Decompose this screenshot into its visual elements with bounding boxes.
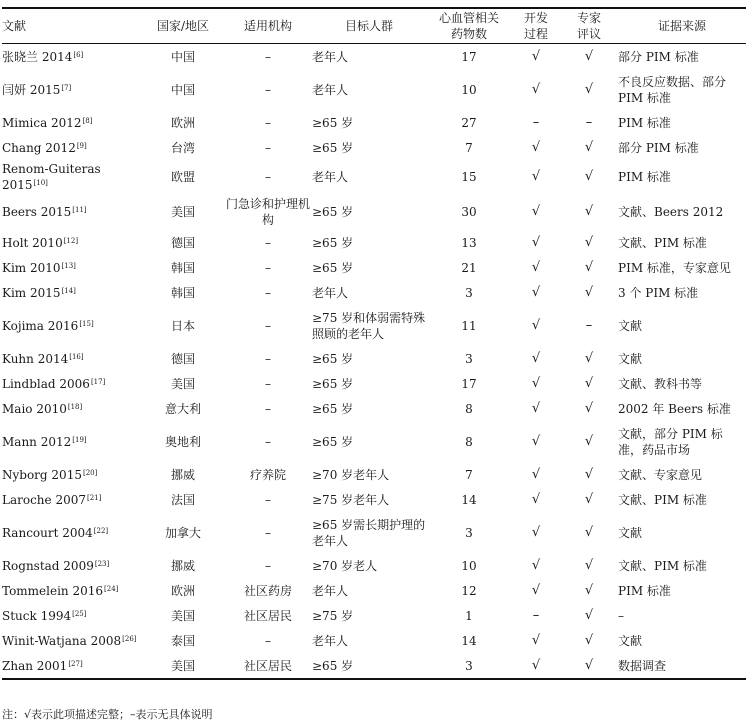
cell-expert: √: [584, 401, 594, 416]
cell-setting: –: [265, 83, 271, 97]
cell-drugs: 14: [461, 634, 477, 648]
table-row: [2, 629, 746, 654]
cell-expert: √: [584, 48, 594, 64]
ref-text: Mimica 2012: [2, 116, 82, 130]
cell-population: ≥65 岁: [312, 658, 354, 673]
citation-number: [8]: [82, 117, 93, 125]
ref-text: Stuck 1994: [2, 609, 72, 623]
cell-ref: [2, 422, 142, 463]
table-row: [2, 488, 746, 513]
cell-ref: [2, 44, 142, 70]
table-row: [2, 70, 746, 111]
cell-expert: √: [584, 351, 594, 366]
cell-ref: [2, 579, 142, 604]
header-population: 目标人群: [344, 19, 393, 33]
cell-setting: –: [265, 352, 271, 366]
citation-number: [16]: [69, 353, 84, 361]
cell-evidence: PIM 标准，专家意见: [618, 261, 731, 275]
table-row: [2, 193, 746, 231]
cell-setting: 社区居民: [243, 609, 292, 623]
citation-number: [24]: [104, 585, 119, 593]
cell-expert: √: [584, 434, 594, 449]
citation-number: [17]: [90, 378, 106, 386]
cell-country: 韩国: [170, 286, 195, 300]
table-header-row: [2, 8, 746, 44]
cell-expert: √: [584, 608, 594, 623]
cell-evidence: 文献、PIM 标准: [618, 559, 707, 573]
cell-dev: √: [531, 235, 541, 250]
cell-expert: √: [584, 558, 594, 573]
cell-country: 意大利: [164, 402, 201, 416]
cell-population: 老年人: [312, 49, 349, 64]
ref-text: Kuhn 2014: [2, 352, 69, 366]
cell-evidence: 文献、教科书等: [618, 377, 703, 391]
cell-population: 老年人: [312, 169, 349, 184]
cell-population: ≥65 岁: [312, 435, 354, 449]
cell-evidence: 数据调查: [618, 658, 667, 673]
citation-number: [14]: [61, 287, 76, 295]
cell-population: ≥65 岁: [312, 261, 354, 275]
citation-number: [27]: [68, 659, 83, 668]
cell-drugs: 17: [461, 377, 477, 391]
cell-drugs: 8: [465, 435, 473, 449]
cell-dev: √: [531, 525, 541, 540]
cell-setting: –: [265, 634, 271, 648]
cell-setting: –: [265, 319, 271, 333]
cell-dev: √: [531, 140, 541, 155]
cell-setting: –: [265, 493, 271, 507]
cell-ref: [2, 629, 142, 654]
cell-dev: √: [531, 48, 541, 64]
cell-evidence: 文献、专家意见: [618, 468, 703, 482]
cell-evidence: 文献，部分 PIM 标准，药品市场: [618, 427, 723, 457]
cell-evidence: –: [618, 609, 624, 623]
cell-population: ≥65 岁需长期护理的老年人: [312, 518, 426, 548]
cell-setting: –: [265, 49, 271, 64]
cell-dev: √: [531, 318, 541, 333]
cell-population: 老年人: [312, 83, 349, 97]
header-drugs: [426, 8, 512, 44]
header-drugs-line1: 心血管相关: [438, 11, 499, 25]
ref-text: Kojima 2016: [2, 319, 79, 333]
cell-dev: √: [531, 467, 541, 482]
cell-setting: –: [265, 169, 271, 184]
table-row: [2, 654, 746, 679]
cell-drugs: 3: [465, 352, 473, 366]
cell-population: 老年人: [312, 584, 349, 598]
cell-population: ≥75 岁: [312, 609, 354, 623]
cell-country: 美国: [170, 658, 195, 673]
cell-expert: √: [584, 492, 594, 507]
cell-drugs: 21: [461, 261, 477, 275]
cell-ref: [2, 488, 142, 513]
cell-evidence: 文献、PIM 标准: [618, 493, 707, 507]
cell-evidence: 文献、Beers 2012: [618, 204, 724, 219]
cell-evidence: 文献: [618, 526, 643, 540]
cell-ref: [2, 231, 142, 256]
cell-population: 老年人: [312, 286, 349, 300]
ref-text: Kim 2015: [2, 286, 61, 300]
cell-ref: [2, 111, 142, 136]
citation-number: [12]: [63, 237, 79, 245]
cell-population: ≥75 岁和体弱需特殊照顾的老年人: [312, 311, 426, 341]
cell-drugs: 12: [461, 584, 477, 598]
ref-text: Kim 2010: [2, 261, 61, 275]
cell-ref: [2, 554, 142, 579]
cell-population: ≥65 岁: [312, 141, 354, 155]
cell-drugs: 7: [465, 141, 473, 155]
cell-setting: –: [265, 377, 271, 391]
header-drugs-line2: 药物数: [450, 27, 487, 41]
cell-evidence: PIM 标准: [618, 584, 671, 598]
cell-evidence: 不良反应数据、部分 PIM 标准: [618, 75, 727, 105]
cell-dev: √: [531, 285, 541, 300]
table-row: [2, 397, 746, 422]
cell-country: 泰国: [170, 634, 195, 648]
cell-evidence: 文献: [618, 319, 643, 333]
citation-number: [23]: [94, 560, 110, 568]
cell-dev: √: [531, 351, 541, 366]
table-row: [2, 554, 746, 579]
cell-evidence: PIM 标准: [618, 116, 671, 130]
citation-number: [21]: [87, 494, 102, 502]
citation-number: [19]: [72, 436, 87, 444]
cell-setting: –: [265, 261, 271, 275]
ref-text: Winit-Watjana 2008: [2, 634, 122, 648]
cell-dev: √: [531, 376, 541, 391]
cell-drugs: 14: [461, 493, 477, 507]
citation-number: [26]: [122, 635, 137, 643]
cell-expert: –: [585, 115, 593, 130]
cell-population: ≥65 岁: [312, 352, 354, 366]
cell-setting: –: [265, 435, 271, 449]
cell-country: 台湾: [170, 141, 195, 155]
table-row: [2, 347, 746, 372]
cell-country: 欧洲: [170, 584, 195, 598]
cell-dev: √: [531, 203, 541, 219]
cell-dev: √: [531, 633, 541, 648]
table-row: [2, 256, 746, 281]
cell-expert: √: [584, 633, 594, 648]
cell-ref: [2, 193, 142, 231]
cell-country: 德国: [170, 236, 195, 250]
table-row: [2, 463, 746, 488]
cell-dev: –: [532, 115, 540, 130]
table-row: [2, 136, 746, 161]
header-dev-line2: 过程: [523, 27, 548, 41]
cell-country: 德国: [170, 352, 195, 366]
cell-ref: [2, 654, 142, 679]
cell-drugs: 10: [461, 559, 477, 573]
cell-population: ≥65 岁: [312, 402, 354, 416]
cell-ref: [2, 604, 142, 629]
cell-expert: √: [584, 657, 594, 673]
cell-country: 中国: [170, 83, 195, 97]
citation-number: [10]: [33, 178, 48, 187]
ref-text: Zhan 2001: [2, 658, 68, 673]
citation-number: [18]: [67, 403, 83, 411]
cell-evidence: PIM 标准: [618, 169, 671, 184]
cell-setting: 疗养院: [249, 468, 286, 482]
cell-country: 欧洲: [170, 116, 195, 130]
citation-number: [20]: [82, 469, 98, 477]
cell-expert: √: [584, 467, 594, 482]
cell-expert: √: [584, 235, 594, 250]
cell-ref: [2, 513, 142, 554]
cell-drugs: 3: [465, 526, 473, 540]
cell-drugs: 3: [465, 286, 473, 300]
cell-setting: –: [265, 402, 271, 416]
cell-country: 美国: [170, 204, 195, 219]
citation-number: [7]: [61, 84, 72, 92]
cell-country: 中国: [170, 49, 195, 64]
cell-population: ≥70 岁老年人: [312, 468, 390, 482]
ref-text: Rancourt 2004: [2, 526, 93, 540]
cell-ref: [2, 463, 142, 488]
cell-country: 欧盟: [170, 169, 195, 184]
cell-expert: √: [584, 583, 594, 598]
cell-population: ≥75 岁老年人: [312, 493, 390, 507]
header-dev: [512, 8, 560, 44]
cell-expert: √: [584, 82, 594, 97]
ref-text: Chang 2012: [2, 141, 76, 155]
cell-expert: √: [584, 203, 594, 219]
cell-expert: –: [585, 318, 593, 333]
table-row: [2, 231, 746, 256]
cell-country: 挪威: [170, 468, 195, 482]
ref-text: Nyborg 2015: [2, 468, 82, 482]
cell-drugs: 27: [461, 116, 477, 130]
ref-text: 张晓兰 2014: [2, 49, 73, 64]
literature-table: [2, 7, 746, 680]
cell-population: ≥65 岁: [312, 116, 354, 130]
table-row: [2, 579, 746, 604]
cell-dev: √: [531, 260, 541, 275]
cell-setting: –: [265, 236, 271, 250]
cell-evidence: 部分 PIM 标准: [618, 141, 699, 155]
cell-drugs: 8: [465, 402, 473, 416]
table-row: [2, 422, 746, 463]
ref-text: Tommelein 2016: [2, 584, 104, 598]
citation-number: [6]: [73, 50, 84, 59]
cell-dev: √: [531, 558, 541, 573]
cell-ref: [2, 161, 142, 193]
cell-country: 挪威: [170, 559, 195, 573]
header-ref: 文献: [2, 19, 27, 33]
header-setting: 适用机构: [243, 19, 292, 33]
cell-ref: [2, 136, 142, 161]
table-row: [2, 372, 746, 397]
cell-expert: √: [584, 260, 594, 275]
cell-setting: –: [265, 116, 271, 130]
ref-text: Maio 2010: [2, 402, 67, 416]
header-country: 国家/地区: [156, 19, 210, 33]
cell-drugs: 7: [465, 468, 473, 482]
cell-drugs: 1: [465, 609, 473, 623]
ref-text: Beers 2015: [2, 204, 72, 219]
cell-ref: [2, 306, 142, 347]
cell-dev: √: [531, 401, 541, 416]
cell-population: ≥65 岁: [312, 204, 354, 219]
table-row: [2, 306, 746, 347]
table-row: [2, 111, 746, 136]
cell-country: 日本: [170, 319, 195, 333]
cell-setting: –: [265, 286, 271, 300]
citation-number: [13]: [61, 262, 76, 270]
cell-population: ≥65 岁: [312, 236, 354, 250]
cell-drugs: 13: [461, 236, 477, 250]
table-row: [2, 44, 746, 70]
header-dev-line1: 开发: [523, 11, 548, 25]
cell-drugs: 11: [461, 319, 477, 333]
cell-drugs: 30: [461, 204, 477, 219]
ref-text: Mann 2012: [2, 435, 72, 449]
table-row: [2, 604, 746, 629]
ref-text: Laroche 2007: [2, 493, 86, 507]
cell-expert: √: [584, 376, 594, 391]
cell-ref: [2, 347, 142, 372]
cell-evidence: 文献: [618, 352, 643, 366]
table-body: [2, 44, 746, 679]
citation-number: [22]: [93, 527, 109, 535]
cell-setting: –: [265, 559, 271, 573]
cell-dev: √: [531, 82, 541, 97]
cell-ref: [2, 281, 142, 306]
ref-text: 闫妍 2015: [2, 83, 61, 97]
header-expert-line2: 评议: [576, 27, 601, 41]
cell-dev: √: [531, 583, 541, 598]
cell-dev: √: [531, 492, 541, 507]
cell-setting: 门急诊和护理机构: [225, 196, 310, 227]
ref-text: Renom-Guiteras 2015: [2, 161, 101, 192]
cell-evidence: 2002 年 Beers 标准: [618, 402, 731, 416]
table-footnote: 注：√表示此项描述完整；–表示无具体说明: [2, 708, 213, 721]
cell-setting: –: [265, 141, 271, 155]
cell-dev: √: [531, 434, 541, 449]
cell-country: 加拿大: [164, 526, 201, 540]
cell-ref: [2, 70, 142, 111]
ref-text: Holt 2010: [2, 236, 63, 250]
cell-evidence: 部分 PIM 标准: [618, 49, 699, 64]
cell-drugs: 17: [461, 49, 477, 64]
cell-country: 奥地利: [164, 435, 201, 449]
cell-dev: –: [532, 608, 540, 623]
header-expert-line1: 专家: [576, 11, 601, 25]
citation-number: [15]: [79, 320, 94, 328]
cell-evidence: 文献、PIM 标准: [618, 236, 707, 250]
ref-text: Rognstad 2009: [2, 559, 94, 573]
cell-country: 美国: [170, 377, 195, 391]
cell-ref: [2, 256, 142, 281]
cell-setting: –: [265, 526, 271, 540]
cell-ref: [2, 397, 142, 422]
citation-number: [9]: [76, 142, 87, 150]
citation-number: [11]: [72, 205, 87, 214]
cell-expert: √: [584, 168, 594, 184]
cell-drugs: 3: [465, 658, 473, 673]
cell-population: 老年人: [312, 634, 349, 648]
cell-country: 美国: [170, 609, 195, 623]
ref-text: Lindblad 2006: [2, 377, 90, 391]
table-row: [2, 513, 746, 554]
citation-number: [25]: [72, 610, 87, 618]
header-expert: [560, 8, 618, 44]
cell-ref: [2, 372, 142, 397]
cell-setting: 社区居民: [243, 658, 292, 673]
cell-population: ≥70 岁老人: [312, 559, 378, 573]
cell-expert: √: [584, 140, 594, 155]
cell-country: 韩国: [170, 261, 195, 275]
cell-expert: √: [584, 525, 594, 540]
cell-population: ≥65 岁: [312, 377, 354, 391]
cell-dev: √: [531, 168, 541, 184]
cell-evidence: 文献: [618, 634, 643, 648]
header-evidence: 证据来源: [657, 19, 706, 33]
table-row: [2, 161, 746, 193]
cell-drugs: 15: [461, 169, 477, 184]
table-row: [2, 281, 746, 306]
cell-country: 法国: [170, 493, 195, 507]
cell-evidence: 3 个 PIM 标准: [618, 286, 699, 300]
cell-drugs: 10: [461, 83, 477, 97]
cell-expert: √: [584, 285, 594, 300]
cell-setting: 社区药房: [243, 584, 292, 598]
cell-dev: √: [531, 657, 541, 673]
